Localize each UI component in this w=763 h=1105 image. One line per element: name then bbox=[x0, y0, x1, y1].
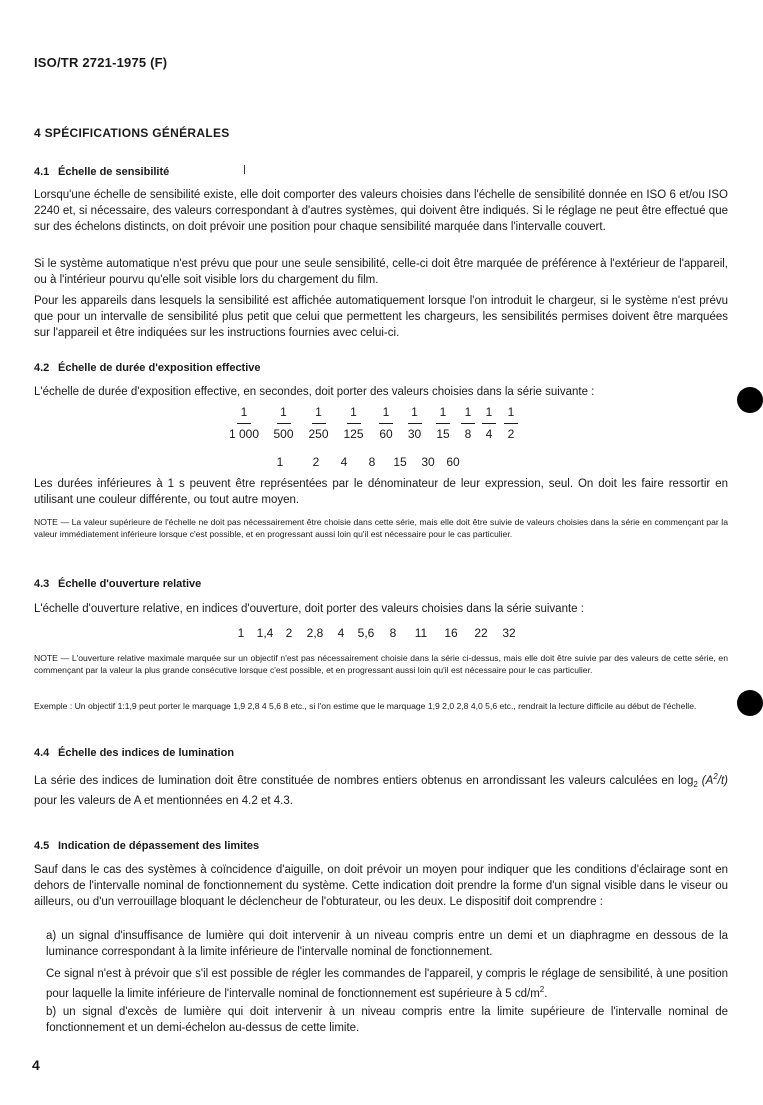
s44-text-start: La série des indices de lumination doit être constituée de nombres entiers obtenus en arrondissant les valeurs calculées en log bbox=[34, 775, 694, 787]
section-4-5-heading bbox=[34, 840, 259, 852]
aperture-value: 1,4 bbox=[256, 626, 274, 640]
s42-note: NOTE — La valeur supérieure de l'échelle ne doit pas nécessairement être choisie dans cette série, mais elle doit être suivie de valeurs choisies dans la série en commençant par la valeur immédiatement inférieure lorsque c'est possible, et en progressant aussi loin qu'il est nécessaire pour le cas particulier. bbox=[34, 517, 728, 539]
section-4-2-heading bbox=[34, 362, 261, 374]
numerator: 1 bbox=[507, 405, 515, 419]
numerator: 1 bbox=[382, 405, 390, 419]
section-number: 4.1 bbox=[34, 166, 50, 178]
exposure-fraction bbox=[336, 405, 371, 441]
exposure-fraction bbox=[401, 405, 428, 441]
fraction-bar bbox=[347, 423, 361, 424]
exposure-fraction bbox=[266, 405, 301, 441]
aperture-value: 32 bbox=[502, 626, 516, 640]
aperture-value: 1 bbox=[237, 626, 245, 640]
document-header: ISO/TR 2721-1975 (F) bbox=[34, 55, 168, 70]
exposure-fraction-series bbox=[222, 405, 522, 441]
aperture-value: 11 bbox=[414, 626, 428, 640]
s42-paragraph: Les durées inférieures à 1 s peuvent être représentées par le dénominateur de leur expression, seul. On doit les faire ressortir en utilisant une couleur différente, ou tout autre moyen. bbox=[34, 478, 728, 506]
denominator: 15 bbox=[436, 427, 450, 441]
aperture-value: 5,6 bbox=[357, 626, 375, 640]
formula: $(A^2/t)$ bbox=[701, 772, 728, 787]
exposure-fraction bbox=[222, 405, 266, 441]
aperture-value: 16 bbox=[444, 626, 458, 640]
exposure-whole-series bbox=[258, 455, 464, 469]
s44-text-end: pour les valeurs de A et mentionnées en 4.2 et 4.3. bbox=[34, 795, 293, 807]
section-title: Échelle de sensibilité bbox=[58, 166, 170, 178]
section-title: Échelle des indices de lumination bbox=[58, 747, 235, 759]
fraction-bar bbox=[277, 423, 291, 424]
aperture-value: 2,8 bbox=[306, 626, 324, 640]
s45-paragraph-1: Sauf dans le cas des systèmes à coïncidence d'aiguille, on doit prévoir un moyen pour indiquer que les conditions d'éclairage sont en dehors de l'intervalle nominal de fonctionnement du système. Cette indication doit prendre la forme d'un signal visible dans le viseur ou ailleurs, ou d'un verrouillage bloquant le déclencheur de l'obturateur, ou les deux. Le dispositif doit comprendre : bbox=[34, 864, 728, 908]
exposure-fraction bbox=[458, 405, 478, 441]
s42-intro: L'échelle de durée d'exposition effective, en secondes, doit porter des valeurs choisies dans la série suivante : bbox=[34, 386, 595, 398]
s45-item-a-detail: Ce signal n'est à prévoir que s'il est possible de régler les commandes de l'appareil, y compris le réglage de sensibilité, à une position pour laquelle la limite inférieure de l'intervalle nominal de fonctionnement est supérieure à 5 $cd/m^2$. bbox=[46, 968, 728, 1000]
exposure-whole-value: 15 bbox=[393, 455, 407, 469]
exposure-whole-value: 4 bbox=[340, 455, 348, 469]
section-4-1-heading bbox=[34, 166, 169, 178]
s44-paragraph bbox=[34, 769, 728, 809]
s45-item-b: b) un signal d'excès de lumière qui doit intervenir à un niveau compris entre la limite supérieure de l'intervalle nominal de fonctionnement et un demi-échelon au-dessus de cette limite. bbox=[46, 1006, 728, 1034]
section-4-3-heading bbox=[34, 578, 201, 590]
exposure-fraction bbox=[500, 405, 522, 441]
exposure-whole-value: 1 bbox=[276, 455, 284, 469]
page-number: 4 bbox=[32, 1057, 40, 1073]
numerator: 1 bbox=[464, 405, 472, 419]
s41-paragraph-1: Lorsqu'une échelle de sensibilité existe, elle doit comporter des valeurs choisies dans l'échelle de sensibilité donnée en ISO 6 et/ou ISO 2240 et, si nécessaire, des valeurs correspondant à d'autres systèmes, qui doivent être indiqués. Si le réglage ne peut être effectué que sur des échelons distincts, on doit prévoir une position pour chaque sensibilité marquée dans l'intervalle couvert. bbox=[34, 189, 728, 233]
fraction-bar bbox=[461, 423, 475, 424]
margin-mark bbox=[244, 165, 245, 174]
aperture-series bbox=[230, 626, 522, 640]
s41-paragraph-3: Pour les appareils dans lesquels la sensibilité est affichée automatiquement lorsque l'on introduit le chargeur, si le système n'est prévu que pour un intervalle de sensibilité plus petit que celui que permettent les chargeurs, les sensibilités permises doivent être marquées sur l'appareil et être indiquées sur les instructions fournies avec celui-ci. bbox=[34, 295, 728, 339]
denominator: 30 bbox=[407, 427, 422, 441]
fraction-bar bbox=[504, 423, 518, 424]
denominator: 8 bbox=[464, 427, 472, 441]
fraction-bar bbox=[379, 423, 393, 424]
numerator: 1 bbox=[411, 405, 418, 419]
numerator: 1 bbox=[315, 405, 322, 419]
section-number: 4.2 bbox=[34, 362, 50, 374]
fraction-bar bbox=[436, 423, 450, 424]
numerator: 1 bbox=[280, 405, 287, 419]
section-number: 4.3 bbox=[34, 578, 50, 590]
aperture-value: 2 bbox=[285, 626, 293, 640]
exposure-fraction bbox=[428, 405, 458, 441]
section-number: 4.5 bbox=[34, 840, 50, 852]
denominator: 500 bbox=[273, 427, 294, 441]
s43-note: NOTE — L'ouverture relative maximale marquée sur un objectif n'est pas nécessairement choisie dans la série ci-dessus, mais elle doit être suivie par des valeurs de cette série, en commençant par la valeur la plus grande consécutive lorsque c'est possible, et en progressant aussi loin qu'il est nécessaire pour le cas particulier. bbox=[34, 653, 728, 675]
section-4-heading: 4 SPÉCIFICATIONS GÉNÉRALES bbox=[34, 126, 230, 140]
fraction-bar bbox=[408, 423, 422, 424]
section-title: Indication de dépassement des limites bbox=[58, 840, 260, 852]
aperture-value: 22 bbox=[474, 626, 488, 640]
numerator: 1 bbox=[439, 405, 447, 419]
denominator: 60 bbox=[379, 427, 393, 441]
binder-hole-mark bbox=[737, 387, 763, 413]
exposure-fraction bbox=[371, 405, 401, 441]
section-4-4-heading bbox=[34, 747, 234, 759]
section-title: Échelle de durée d'exposition effective bbox=[58, 362, 261, 374]
exposure-whole-value: 60 bbox=[446, 455, 460, 469]
exposure-fraction bbox=[478, 405, 500, 441]
numerator: 1 bbox=[240, 405, 248, 419]
binder-hole-mark bbox=[737, 690, 763, 716]
denominator: 2 bbox=[507, 427, 515, 441]
numerator: 1 bbox=[485, 405, 493, 419]
s43-intro: L'échelle d'ouverture relative, en indices d'ouverture, doit porter des valeurs choisies dans la série suivante : bbox=[34, 603, 584, 615]
aperture-value: 8 bbox=[389, 626, 397, 640]
s43-example: Exemple : Un objectif 1:1,9 peut porter le marquage 1,9 2,8 4 5,6 8 etc., si l'on estime que le marquage 1,9 2,0 2,8 4,0 5,6 etc., rendrait la lecture difficile au début de l'échelle. bbox=[34, 701, 697, 711]
exposure-whole-value: 30 bbox=[421, 455, 435, 469]
s41-paragraph-2: Si le système automatique n'est prévu que pour une seule sensibilité, celle-ci doit être marquée de préférence à l'extérieur de l'appareil, ou à l'intérieur pourvu qu'elle soit visible lors du chargement du film. bbox=[34, 258, 728, 286]
fraction-bar bbox=[312, 423, 326, 424]
fraction-bar bbox=[482, 423, 496, 424]
section-number: 4.4 bbox=[34, 747, 50, 759]
denominator: 1 000 bbox=[228, 427, 260, 441]
section-title: Échelle d'ouverture relative bbox=[58, 578, 202, 590]
log-base: 2 bbox=[693, 780, 698, 789]
exposure-fraction bbox=[301, 405, 336, 441]
exposure-whole-value: 2 bbox=[312, 455, 320, 469]
denominator: 4 bbox=[485, 427, 493, 441]
aperture-value: 4 bbox=[337, 626, 345, 640]
exposure-whole-value: 8 bbox=[368, 455, 376, 469]
fraction-bar bbox=[237, 423, 251, 424]
denominator: 250 bbox=[308, 427, 329, 441]
s45-item-a: a) un signal d'insuffisance de lumière qui doit intervenir à un niveau compris entre un demi et un diaphragme en dessous de la luminance correspondant à la limite inférieure de l'intervalle nominal de fonctionnement. bbox=[46, 930, 728, 958]
numerator: 1 bbox=[350, 405, 357, 419]
denominator: 125 bbox=[343, 427, 364, 441]
